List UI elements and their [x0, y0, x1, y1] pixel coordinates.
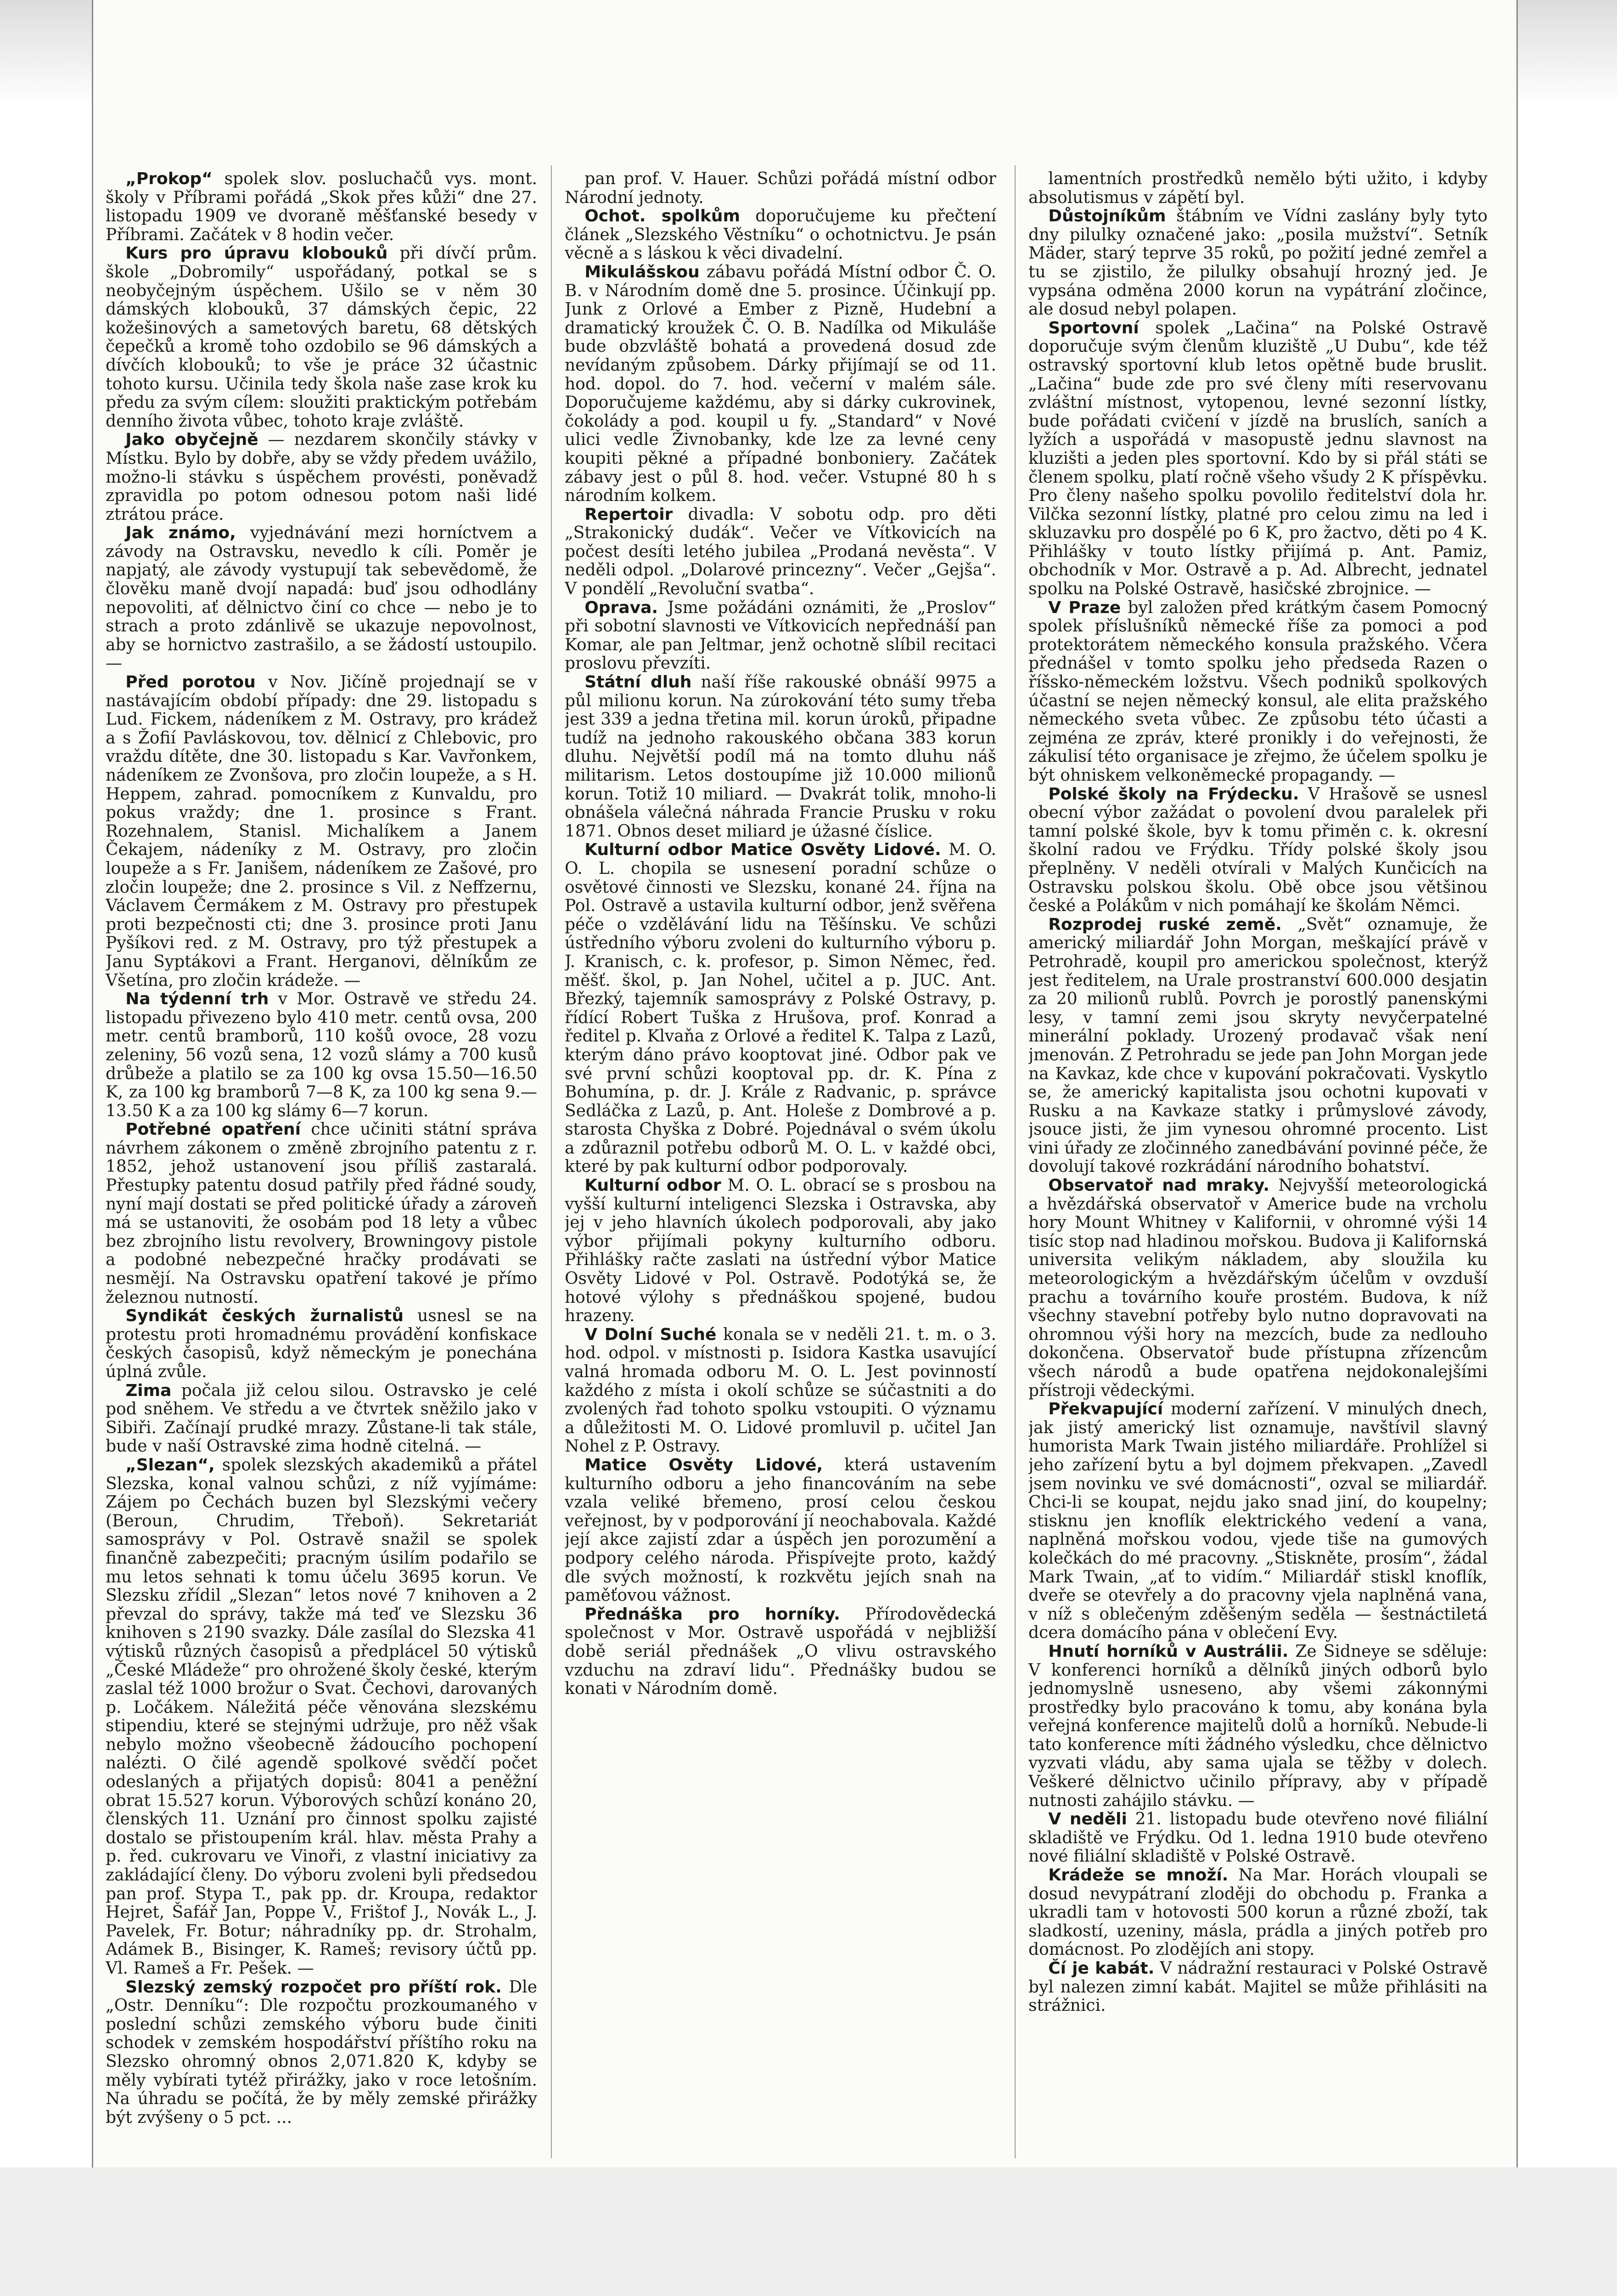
article: [565, 170, 996, 207]
article-heading: Důstojníkům: [1048, 207, 1166, 226]
article-body: Jsme požádáni oznámiti, že „Proslov“ při sobotní slavnosti ve Vítkovicích nepřednáší pan Komar, ale pan Jeltmar, jenž ochotně slíbil recitaci proslovu převzíti.: [565, 598, 996, 673]
article-body: štábním ve Vídni zaslány byly tyto dny pilulky označené jako: „posila mužství“. Setník Mäder, starý teprve 35 roků, po požití jedné zemřel a tu se zjistilo, že pilulky obsahují hrozný jed. Je vypsána odměna 2000 korun na vypátrání zločince, ale dosud nebyl polapen.: [1028, 207, 1488, 319]
article-body: „Svět“ oznamuje, že americký miliardář John Morgan, meškající právě v Petrohradě, koupil pro americkou společnost, kterýž jest ředitelem, na Urale prostranství 600.000 desjatin za 20 milionů rublů. Povrch je porostlý panenskými lesy, v tamní zemi jsou skryty nevyčerpatelné minerální poklady. Urozený prodavač však není jmenován. Z Petrohradu se jede pan John Morgan jede na Kavkaz, kde chce v kupování pokračovati. Vyskytlo se, že americký kapitalista jsou ochotni kupovati v Rusku a na Kavkaze statky i průmyslové závody, jsouce jisti, že jim vynesou ohromné procento. List vini úřady ze zločinného zanedbávání povinné péče, že dovolují takové rozkrádání národního bohatství.: [1028, 915, 1488, 1176]
article-body: lamentních prostředků nemělo býti užito, i kdyby absolutismus v zápětí byl.: [1028, 170, 1488, 207]
article: [565, 673, 996, 841]
article-body: byl založen před krátkým časem Pomocný spolek příslušníků německé říše za pomoci a pod protektorátem německého konsula pražského. Včera přednášel v tomto spolku jeho předseda Razen o říšsko-německém ložstvu. Všech podniků spolkových účastní se nejen německý konsul, ale elita pražského německého sveta vůbec. Ze způsobu této účasti a zejména ze zpráv, které pronikly i do veřejnosti, že zákulisí této organisace je zřejmo, že účelem spolku je být ohniskem velkoněmecké propagandy. —: [1028, 598, 1488, 785]
column-middle: [565, 170, 996, 2158]
column-right: [1028, 170, 1488, 2158]
article-heading: Přednáška pro horníky.: [584, 1604, 840, 1624]
article: [1028, 170, 1488, 207]
article-body: Na Mar. Horách vloupali se dosud nevypátraní zloději do obchodu p. Franka a ukradli tam v hotovosti 500 korun a různé zboží, tak sladkostí, uzeniny, másla, prádla a jiných potřeb pro domácnost. Po zlodějích ani stopy.: [1028, 1866, 1488, 1959]
article: [565, 207, 996, 263]
article-heading: Polské školy na Frýdecku.: [1048, 784, 1299, 804]
article-body: která ustavením kulturního odboru a jeho financováním na sebe vzala veliké břemeno, prosí celou českou veřejnost, by v podporování jí neochabovala. Každé její akce zajistí zdar a úspěch jen porozumění a podpory celého národa. Přispívejte proto, každý dle svých možností, k rozkvětu jejích snah na paměťovou vážnost.: [565, 1455, 996, 1605]
article-heading: Jak známo,: [125, 523, 236, 543]
article: [106, 673, 537, 990]
article: [106, 524, 537, 673]
article-heading: Zima: [125, 1381, 172, 1400]
article-heading: V neděli: [1048, 1810, 1127, 1829]
article-heading: Kulturní odbor Matice Osvěty Lidové.: [584, 840, 941, 860]
article: [106, 244, 537, 431]
article-body: moderní zařízení. V minulých dnech, jak jistý americký list oznamuje, navštívil slavný humorista Mark Twain jistého miliardáře. Prohlížel si jeho zařízení bytu a byl dojmem překvapen. „Zavedl jsem novinku ve své domácnosti“, ozval se miliardář. Chci-li se koupat, nejdu jako snad jiní, do koupelny; stisknu jen knoflík elektrického vedení a vana, naplněná mořskou vodou, vjede tiše na gumových kolečkách do mé pracovny. „Stiskněte, prosím“, žádal Mark Twain, „ať to vidím.“ Miliardář stiskl knoflík, dveře se otevřely a do pracovny vjela naplněná vana, v níž s oblečeným zděšeným seděla — šestnáctiletá dcera domácího pána v oblečení Evy.: [1028, 1400, 1488, 1643]
article: [106, 431, 537, 524]
article-body: vyjednávání mezi horníctvem a závody na Ostravsku, nevedlo k cíli. Poměr je napjatý, ale závody vystupují tak sebevědomě, že člověku maně dvojí napadá: buď jsou odhodlány nepovoliti, ať dělnictvo činí co chce — nebo je to strach a proto zdánlivě se ukazuje nepovolnost, aby se hornictvo zastrašilo, a se žádostí ustoupilo. —: [106, 523, 537, 673]
article-body: Ze Sidneye se sděluje: V konferenci horníků a dělníků jiných odborů bylo jednomyslně usneseno, aby všemi zákonnými prostředky bylo pracováno k tomu, aby konána byla veřejná konference majitelů dolů a horníků. Nebude-li tato konference míti žádného výsledku, chce dělnictvo vyzvati vládu, aby sama ujala se těžby v dolech. Veškeré dělnictvo učinilo přípravy, aby v případě nutnosti zahájilo stávku. —: [1028, 1642, 1488, 1810]
article-body: Přírodovědecká společnost v Mor. Ostravě uspořádá v nejbližší době seriál přednášek „O vlivu ostravského vzduchu na zdraví lidu“. Přednášky budou se konati v Národním domě.: [565, 1604, 996, 1699]
article-heading: Hnutí horníků v Austrálii.: [1048, 1642, 1289, 1661]
article-heading: Kurs pro úpravu klobouků: [125, 244, 388, 263]
article-body: M. O. L. obrací se s prosbou na vyšší kulturní inteligenci Slezska i Ostravska, aby jej v jeho hlavních úkolech podporovali, aby jako výbor přijímali pokyny kulturního odboru. Přihlášky račte zaslati na ústřední výbor Matice Osvěty Lidové v Pol. Ostravě. Podotýká se, že hotové výlohy s přednáškou spojené, budou hrazeny.: [565, 1176, 996, 1326]
article: [1028, 319, 1488, 599]
article-heading: Jako obyčejně: [125, 430, 258, 450]
article-heading: Observatoř nad mraky.: [1048, 1176, 1269, 1195]
article: [1028, 916, 1488, 1176]
article-body: počala již celou silou. Ostravsko je celé pod sněhem. Ve středu a ve čtvrtek sněžilo jako v Sibiři. Začínají prudké mrazy. Zůstane-li tak stále, bude v naší Ostravské zima hodně citelná. —: [106, 1381, 537, 1456]
article: [106, 1456, 537, 1978]
article-body: zábavu pořádá Místní odbor Č. O. B. v Národním domě dne 5. prosince. Účinkují pp. Junk z Orlové a Ember z Pizně, Hudební a dramatický kroužek Č. O. B. Nadílka od Mikuláše bude obzvláště bohatá a provedená dosud zde nevídaným způsobem. Dárky přijímají se od 11. hod. dopol. do 7. hod. večerní v malém sále. Doporučujeme každému, aby si dárky cukrovinek, čokolády a pod. koupil u fy. „Standard“ v Nové ulici vedle Živnobanky, kde lze za levné ceny koupiti pěkné a případné bonboniery. Začátek zábavy jest o půl 8. hod. večer. Vstupné 80 h s národním kolkem.: [565, 262, 996, 506]
article: [565, 1176, 996, 1326]
article-heading: Státní dluh: [584, 673, 692, 692]
article: [1028, 1810, 1488, 1866]
article-body: Dle „Ostr. Denníku“: Dle rozpočtu prozkoumaného v poslední schůzi zemského výboru bude činiti schodek v zemském hospodářství příštího roku na Slezsko ohromný obnos 2,071.820 K, kdyby se měly vybírati tytéž přirážky, jako v roce letošním. Na úhradu se počítá, že by měly zemské přirážky být zvýšeny o 5 pct. ...: [106, 1977, 537, 2127]
article-heading: Slezský zemský rozpočet pro příští rok.: [125, 1977, 502, 1997]
article-heading: V Dolní Suché: [584, 1325, 717, 1344]
article-body: — nezdarem skončily stávky v Místku. Bylo by dobře, aby se vždy předem uvážilo, možno-li stávku s úspěchem provésti, poněvadž zpravidla po potom odnesou potom naši lidé ztrátou práce.: [106, 430, 537, 524]
article: [565, 1456, 996, 1605]
article-heading: Oprava.: [584, 598, 658, 617]
column-left: [106, 170, 537, 2158]
column-rule: [1015, 165, 1016, 2158]
article: [565, 506, 996, 599]
column-rule: [551, 165, 552, 2158]
article-heading: Čí je kabát.: [1048, 1959, 1155, 1978]
article-heading: „Prokop“: [125, 170, 213, 188]
article-body: spolek „Lačina“ na Polské Ostravě doporučuje svým členům kluziště „U Dubu“, kde též ostravský sportovní klub letos opětně bude bruslit. „Lačina“ bude zde pro své členy míti reservovanu zvláštní místnost, vytopenou, levné sezonní lístky, bude pořádati cvičení v jízdě na bruslích, saních a lyžích a uspořádá v masopustě jednu slavnost na kluzišti a jeden ples sportovní. Kdo by si přál státi se členem spolku, platí ročně všeho všudy 2 K příspěvku. Pro členy našeho spolku povolilo ředitelství dola hr. Vilčka sezonní lístky, platné pro celou zimu na led i skluzavku pro dospělé po 6 K, pro žactvo, děti po 4 K. Přihlášky v touto lístky přijímá p. Ant. Pamiz, obchodník v Mor. Ostravě a p. Ad. Albrecht, jednatel spolku na Polské Ostravě, hasičské zbrojnice. —: [1028, 318, 1488, 599]
article: [1028, 1959, 1488, 2015]
article: [1028, 599, 1488, 785]
article-body: chce učiniti státní správa návrhem zákonem o změně zbrojního patentu z r. 1852, jehož ustanovení jsou příliš zastaralá. Přestupky patentu dosud patřily před řádné soudy, nyní mají dostati se před politické úřady a zároveň má se ustanoviti, že osobám pod 18 lety a vůbec bez zbrojního listu revolvery, Browningovy pistole a podobné nebezpečné hračky prodávati se nesmějí. Na Ostravsku opatření takové je přímo železnou nutností.: [106, 1120, 537, 1307]
article-body: spolek slezských akademiků a přátel Slezska, konal valnou schůzi, z níž vyjímáme: Zájem po Čechách buzen byl Slezskými večery (Beroun, Chrudim, Třeboň). Sekretariát samosprávy v Pol. Ostravě snažil se spolek finančně zabezpečiti; pracným úsilím podařilo se mu letos sehnati k tomu účelu 3695 korun. Ve Slezsku zřídil „Slezan“ letos nové 7 knihoven a 2 převzal do správy, takže má teď ve Slezsku 36 knihoven s 2190 svazky. Dále zasílal do Slezska 41 výtisků různých časopisů a předplácel 50 výtisků „České Mládeže“ pro ohrožené školy české, kterým zaslal též 1000 brožur o Svat. Čechovi, darovaných p. Ločákem. Náležitá péče věnována slezskému stipendiu, které se stejnými udržuje, pro něž však nebylo možno všeobecně žádoucího pochopení nalézti. O čilé agendě spolkové svědčí počet odeslaných a přijatých dopisů: 8041 a peněžní obrat 15.527 korun. Výborových schůzí konáno 20, členských 11. Uznání pro činnost spolku zajisté dostalo se přistoupením král. hlav. města Prahy a p. řed. cukrovaru ve Vinoři, z vlastní iniciativy za zakládající členy. Do výboru zvoleni byli předsedou pan prof. Stypa T., pak pp. dr. Kroupa, redaktor Hejret, Šafář Jan, Poppe V., Frištof J., Novák L., J. Pavelek, Fr. Botur; náhradníky pp. dr. Strohalm, Adámek B., Bisinger, K. Rameš; revisory účtů pp. Vl. Rameš a Fr. Pešek. —: [106, 1455, 537, 1978]
article: [565, 1605, 996, 1699]
article-body: pan prof. V. Hauer. Schůzi pořádá místní odbor Národní jednoty.: [565, 170, 996, 207]
article: [565, 263, 996, 506]
article: [1028, 1176, 1488, 1400]
article: [1028, 1400, 1488, 1643]
article-heading: Repertoir: [584, 505, 673, 524]
article-body: V Hrašově se usnesl obecní výbor zažádat o povolení dvou paralelek při tamní polské škole, byv k tomu přiměn c. k. okresní školní radou ve Frýdku. Třídy polské školy jsou přeplněny. V neděli otvírali v Malých Kunčicích na Ostravsku polskou školu. Obě obce jsou většinou české a Polákům v nich pomáhají ke školám Němci.: [1028, 784, 1488, 916]
article: [106, 990, 537, 1120]
article-heading: Před porotou: [125, 673, 256, 692]
article-heading: Rozprodej ruské země.: [1048, 915, 1282, 934]
scan-bottom-margin: [0, 2167, 1617, 2296]
article-body: spolek slov. posluchačů vys. mont. školy v Příbrami pořádá „Skok přes kůži“ dne 27. listopadu 1909 ve dvoraně měšťanské besedy v Příbrami. Začátek v 8 hodin večer.: [106, 170, 537, 244]
article: [565, 1326, 996, 1456]
article-body: konala se v neděli 21. t. m. o 3. hod. odpol. v místnosti p. Isidora Kastka usavující valná hromada odboru M. O. L. Jest povinností každého z místa i okolí schůze se súčastniti a do zvolených řad tohoto spolku vstoupiti. O významu a důležitosti M. O. Lidové promluvil p. učitel Jan Nohel z P. Ostravy.: [565, 1325, 996, 1456]
article-heading: „Slezan“,: [125, 1455, 215, 1474]
article-body: naší říše rakouské obnáší 9975 a půl milionu korun. Na zúrokování této sumy třeba jest 339 a jedna třetina mil. korun úroků, připadne tudíž na jednoho rakouského občana 383 korun dluhu. Největší podíl má na tomto dluhu náš militarism. Letos dostoupíme již 10.000 milionů korun. Totiž 10 miliard. — Dvakrát tolik, mnoho-li obnášela válečná náhrada Francie Prusku v roku 1871. Obnos deset miliard je úžasné číslice.: [565, 673, 996, 841]
article: [1028, 1643, 1488, 1810]
article-heading: Kulturní odbor: [584, 1176, 721, 1195]
article-body: doporučujeme ku přečtení článek „Slezského Věstníku“ o ochotnictvu. Je psán věcně a s láskou k věci divadelní.: [565, 207, 996, 263]
article-heading: Matice Osvěty Lidové,: [584, 1455, 823, 1474]
article-heading: Potřebné opatření: [125, 1120, 301, 1139]
article-heading: V Praze: [1048, 598, 1121, 617]
article-body: V nádražní restauraci v Polské Ostravě byl nalezen zimní kabát. Majitel se může přihlásiti na strážnici.: [1028, 1959, 1488, 2015]
article-heading: Syndikát českých žurnalistů: [125, 1306, 404, 1326]
article-body: Nejvyšší meteorologická a hvězdářská observatoř v Americe bude na vrcholu hory Mount Whitney v Kalifornii, v ohromné výši 14 tisíc stop nad hladinou mořskou. Budova ji Kalifornská universita velikým nákladem, aby sloužila ku meteorologickým a hvězdářským účelům v ovzduší prachu a továrního kouře prostém. Budova, k níž všechny stavební potřeby bylo nutno dopravovati na ohromnou výši hory na mezcích, bude za nedlouho dokončena. Observatoř bude přístupna zřízencům všech národů a bude opatřena nejdokonalejšími přístroji vědeckými.: [1028, 1176, 1488, 1400]
article-heading: Překvapující: [1048, 1400, 1163, 1419]
article: [565, 599, 996, 673]
article: [1028, 207, 1488, 319]
article: [106, 1120, 537, 1307]
article: [106, 1978, 537, 2127]
article-body: usnesl se na protestu proti hromadnému provádění konfiskace českých časopisů, když německým je ponechána úplná zvůle.: [106, 1306, 537, 1381]
article-body: 21. listopadu bude otevřeno nové filiální skladiště ve Frýdku. Od 1. ledna 1910 bude otevřeno nové filiální skladiště v Polské Ostravě.: [1028, 1810, 1488, 1866]
article-body: v Nov. Jičíně projednají se v nastávajícím období případy: dne 29. listopadu s Lud. Fickem, nádeníkem z M. Ostravy, pro krádež a s Žofií Pavláskovou, tov. dělnicí z Chlebovic, pro vraždu dítěte, dne 30. listopadu s Kar. Vavřonkem, nádeníkem ze Zvonšova, pro zločin loupeže, a s H. Heppem, zahrad. pomocníkem z Kunvaldu, pro pokus vraždy; dne 1. prosince s Frant. Rozehnalem, Stanisl. Michalíkem a Janem Čekajem, nádeníky z M. Ostravy, pro zločin loupeže a s Fr. Janišem, nádeníkem ze Zašové, pro zločin loupeže; dne 2. prosince s Vil. z Neffzernu, Václavem Čermákem z M. Ostravy pro přestupek proti bezpečnosti cti; dne 3. prosince proti Janu Pyšíkovi red. z M. Ostravy, pro týž přestupek a Janu Syptákovi a Frant. Herganovi, dělníkům ze Všetína, pro zločin krádeže. —: [106, 673, 537, 990]
article-body: při dívčí prům. škole „Dobromily“ uspořádaný, potkal se s neobyčejným úspěchem. Ušilo se v něm 30 dámských klobouků, 37 dámských čepic, 22 kožešinových a sametových baretu, 68 dětských čepečků a kromě toho ozdobilo se 96 dámských a dívčích klobouků; to vše je práce 32 účastnic tohoto kursu. Učinila tedy škola naše zase krok ku předu za svým cílem: sloužiti praktickým potřebám denního života vůbec, tohoto kraje zvláště.: [106, 244, 537, 431]
article-body: v Mor. Ostravě ve středu 24. listopadu přivezeno bylo 410 metr. centů ovsa, 200 metr. centů bramborů, 110 košů ovoce, 28 vozu zeleniny, 56 vozů sena, 12 vozů slámy a 700 kusů drůbeže a platilo se za 100 kg ovsa 15.50—16.50 K, za 100 kg bramborů 7—8 K, za 100 kg sena 9.—13.50 K a za 100 kg slámy 6—7 korun.: [106, 990, 537, 1120]
article-heading: Na týdenní trh: [125, 990, 269, 1009]
article-body: M. O. O. L. chopila se usnesení poradní schůze o osvětové činnosti ve Slezsku, konané 24. října na Pol. Ostravě a ustavila kulturní odbor, jenž svěřena péče o vzdělávání lidu na Těšínsku. Ve schůzi ústředního výboru zvoleni do kulturního výboru p. J. Kranisch, c. k. profesor, p. Simon Němec, řed. měšť. škol, p. Jan Nohel, učitel a p. JUC. Ant. Březký, tajemník samosprávy z Polské Ostravy, p. řídící Robert Tuška z Hrušova, prof. Konrad a ředitel p. Klvaňa z Orlové a ředitel K. Talpa z Lazů, kterým dáno právo kooptovat jiné. Odbor pak ve své první schůzi kooptoval pp. dr. K. Pína z Bohumína, p. dr. J. Krále z Radvanic, p. správce Sedláčka z Lazů, p. Ant. Holeše z Dombrové a p. starosta Chyška z Dobré. Pojednával o svém úkolu a zdůraznil potřebu odborů M. O. L. v každé obci, které by pak kulturní odbor podporovaly.: [565, 840, 996, 1176]
article: [1028, 1866, 1488, 1959]
article: [1028, 785, 1488, 916]
article: [106, 1307, 537, 1381]
article-heading: Ochot. spolkům: [584, 207, 741, 226]
article-heading: Krádeže se množí.: [1048, 1866, 1229, 1885]
article-body: divadla: V sobotu odp. pro děti „Strakonický dudák“. Večer ve Vítkovicích na počest desíti letého jubilea „Prodaná nevěsta“. V neděli odpol. „Dolarové princezny“. Večer „Gejša“. V pondělí „Revoluční svatba“.: [565, 505, 996, 599]
article-heading: Mikulášskou: [584, 262, 700, 281]
article-heading: Sportovní: [1048, 318, 1139, 338]
article: [565, 841, 996, 1176]
article: [106, 1382, 537, 1456]
article: [106, 170, 537, 244]
